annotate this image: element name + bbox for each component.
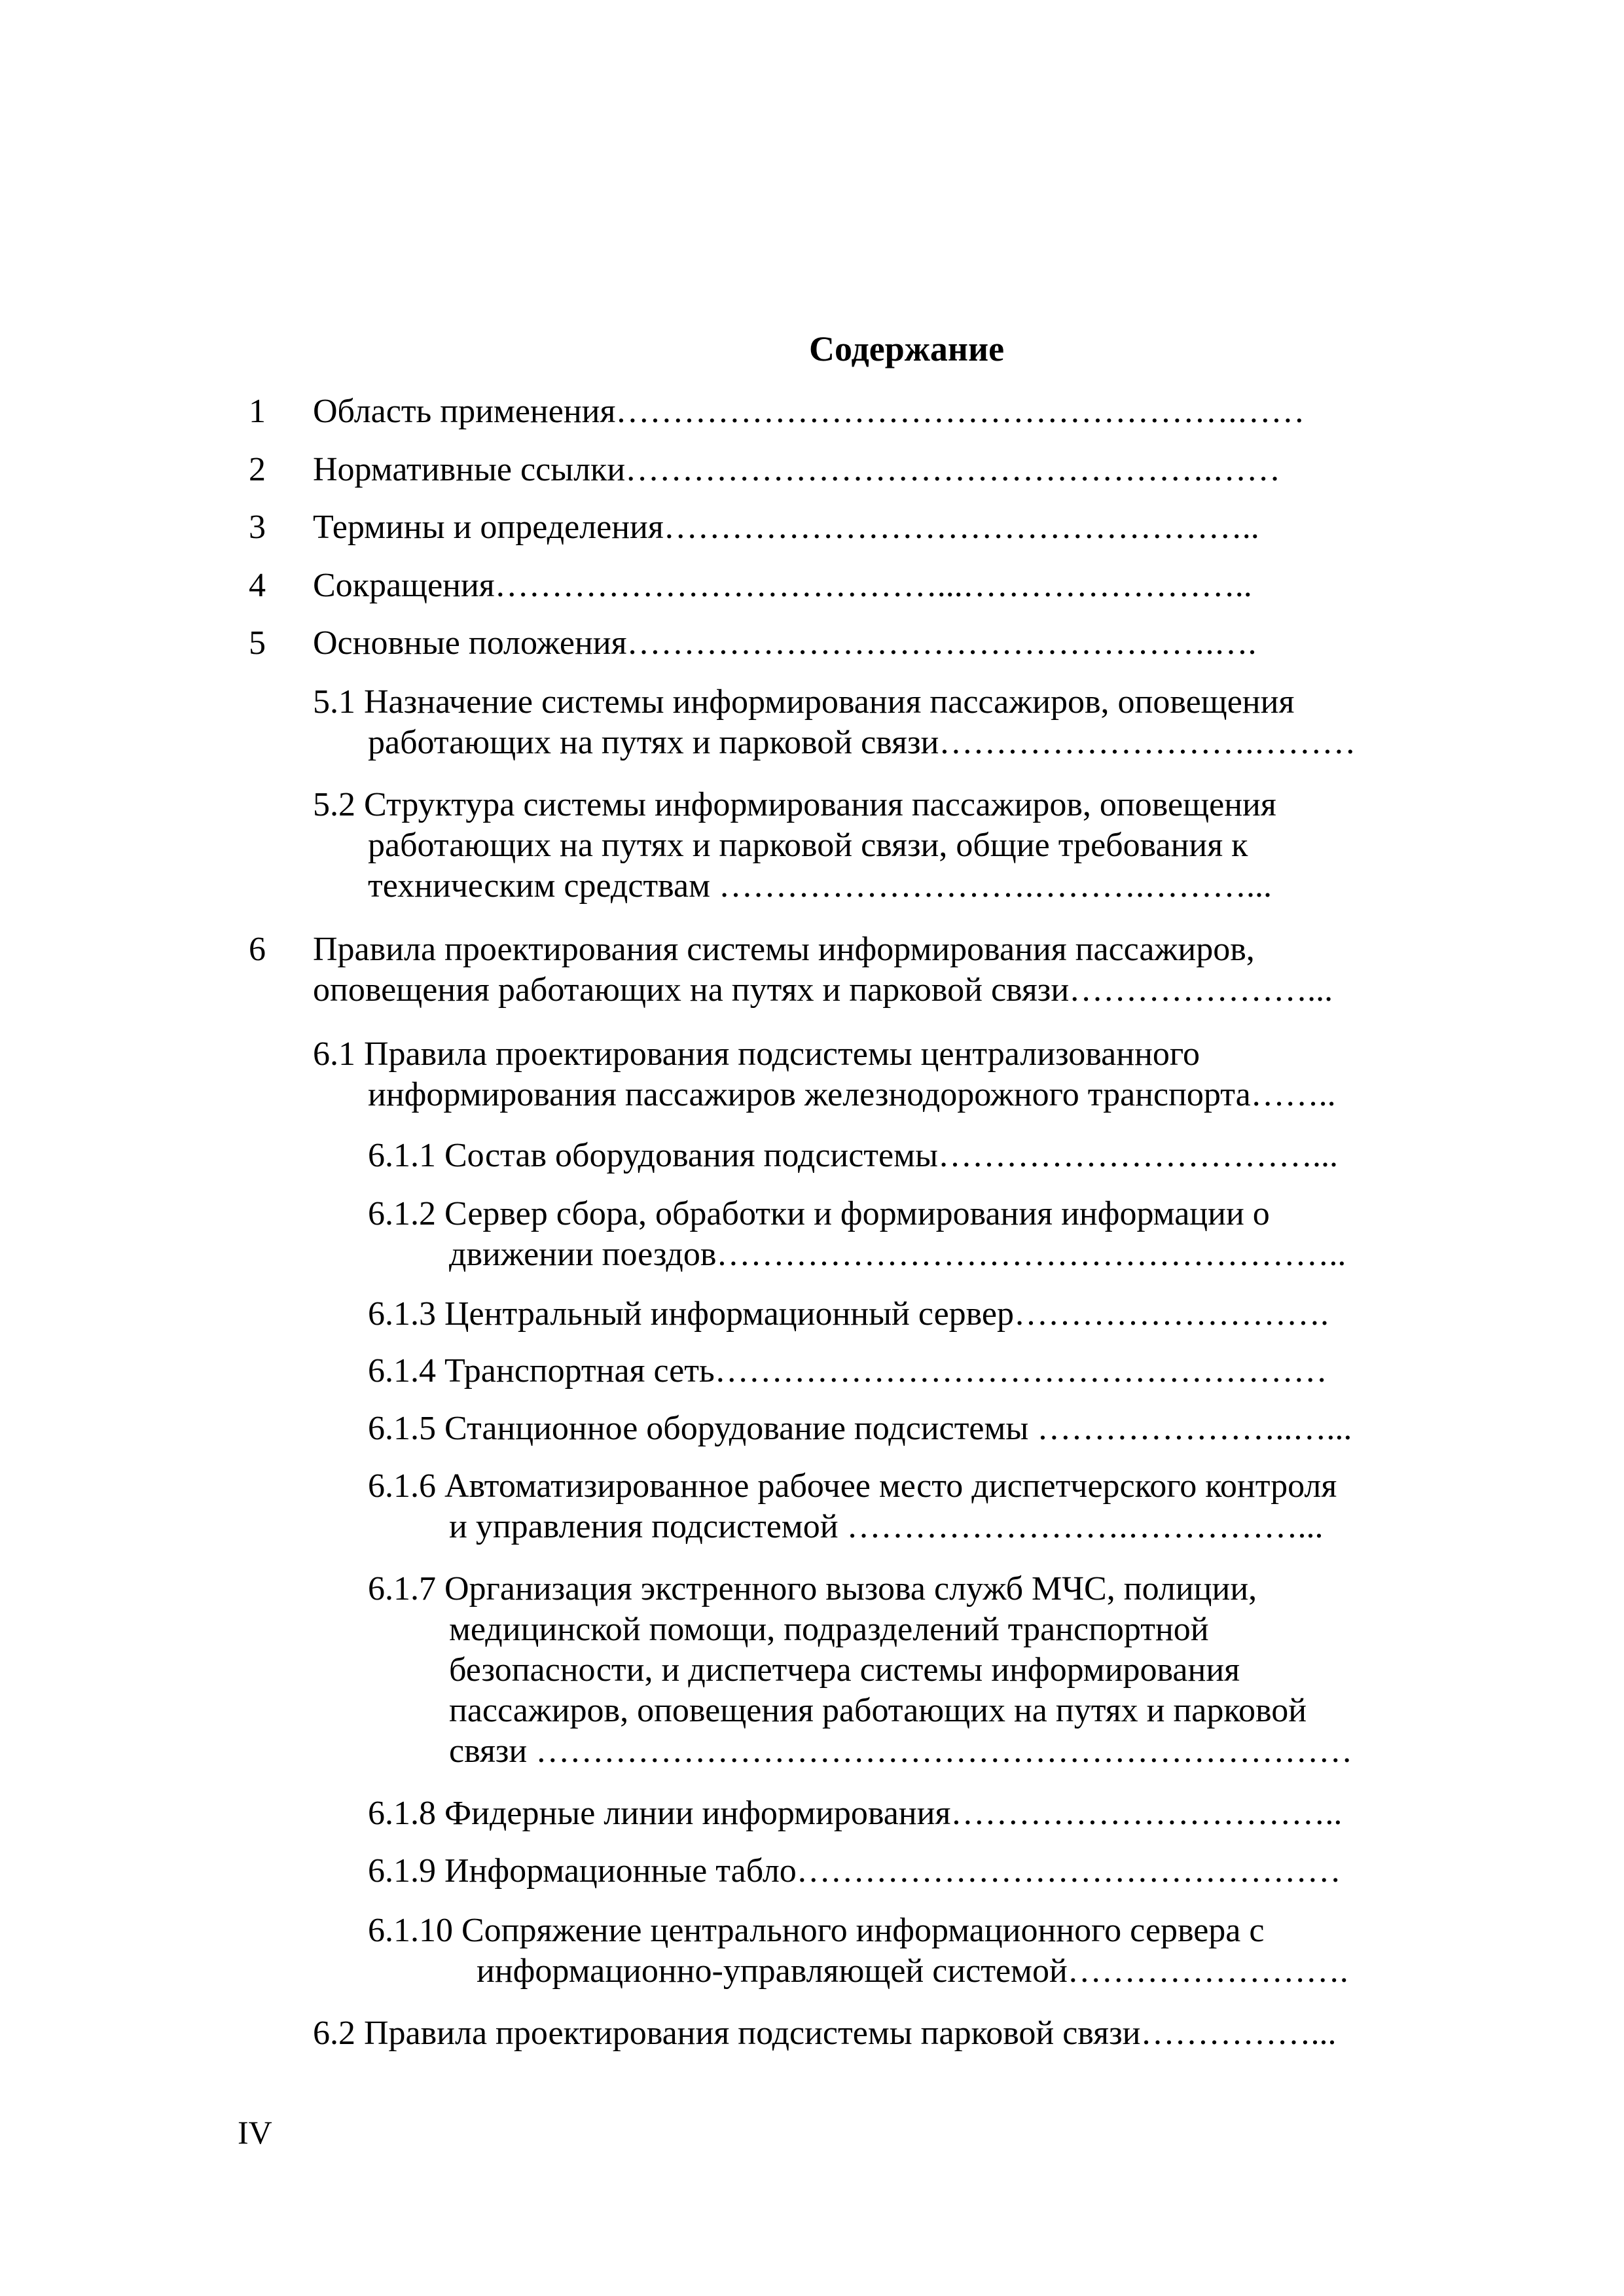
toc-entry-number: 5 [249,624,266,662]
toc-entry-number: 3 [249,509,266,546]
toc-entry-text-line-1: 6.1.9 Информационные табло………………………………………… [368,1852,1341,1890]
toc-entry-text: Нормативные ссылки…………………………………………….…… [313,451,1281,488]
toc-entry-text-line-1: 6.1 Правила проектирования подсистемы централизованного [313,1035,1200,1073]
toc-entry-text-line-1: 6.1.4 Транспортная сеть……………………………………………… [368,1352,1327,1390]
toc-entry-number: 1 [249,393,266,430]
toc-entry-text-line-1: 6.1.3 Центральный информационный сервер………………………. [368,1295,1329,1333]
toc-title: Содержание [809,329,1005,368]
toc-entry-text-line-5: связи ……………………………………………………………… [449,1732,1353,1770]
toc-entry-text-line-3: безопасности, и диспетчера системы информирования [449,1651,1240,1689]
toc-entry-text-line-1: 6.2 Правила проектирования подсистемы парковой связи……………... [313,2015,1337,2052]
toc-entry-text-line-2: работающих на путях и парковой связи, общие требования к [368,827,1248,864]
toc-entry-text-line-2: работающих на путях и парковой связи……………………….……… [368,724,1356,761]
toc-entry-text: Основные положения…………………………………………….…. [313,624,1257,662]
toc-entry-text-line-1: 6.1.10 Сопряжение центрального информационного сервера с [368,1912,1265,1949]
toc-entry-text: Область применения……………………………………………….…… [313,393,1305,430]
toc-entry-text-line-2: информационно-управляющей системой……………………. [477,1952,1348,1990]
toc-entry-text-line-2: информирования пассажиров железнодорожного транспорта…….. [368,1076,1336,1113]
toc-entry-number: 2 [249,451,266,488]
toc-entry-text-line-1: 6.1.6 Автоматизированное рабочее место диспетчерского контроля [368,1467,1337,1505]
toc-entry-text-line-1: 6.1.8 Фидерные линии информирования…………………………….. [368,1795,1343,1832]
toc-entry-number: 6 [249,931,266,968]
toc-entry-text-line-1: 6.1.1 Состав оборудования подсистемы……………………………... [368,1137,1338,1174]
toc-entry-text-line-1: Правила проектирования системы информирования пассажиров, [313,931,1255,968]
toc-entry-text-line-1: 6.1.5 Станционное оборудование подсистемы …………………..…... [368,1410,1352,1447]
toc-entry-text-line-1: 5.1 Назначение системы информирования пассажиров, оповещения [313,683,1295,721]
toc-entry-text: Термины и определения…………………………………………….. [313,509,1259,546]
toc-entry-text-line-4: пассажиров, оповещения работающих на путях и парковой [449,1692,1307,1729]
page-number: IV [238,2114,272,2151]
toc-entry-text-line-2: движении поездов……………………………………………….. [449,1236,1346,1273]
toc-entry-text-line-1: 6.1.2 Сервер сбора, обработки и формирования информации о [368,1195,1270,1232]
toc-entry-text-line-3: техническим средствам ……………………….……….………... [368,867,1272,905]
toc-entry-text: Сокращения…………………………………...…………………….. [313,567,1252,604]
toc-entry-text-line-1: 6.1.7 Организация экстренного вызова служб МЧС, полиции, [368,1570,1257,1607]
toc-entry-text-line-2: медицинской помощи, подразделений транспортной [449,1611,1209,1648]
toc-entry-number: 4 [249,567,266,604]
toc-entry-text-line-2: оповещения работающих на путях и парковой связи…………………... [313,971,1333,1009]
toc-entry-text-line-2: и управления подсистемой …………………….……………... [449,1508,1324,1545]
toc-entry-text-line-1: 5.2 Структура системы информирования пассажиров, оповещения [313,786,1276,823]
